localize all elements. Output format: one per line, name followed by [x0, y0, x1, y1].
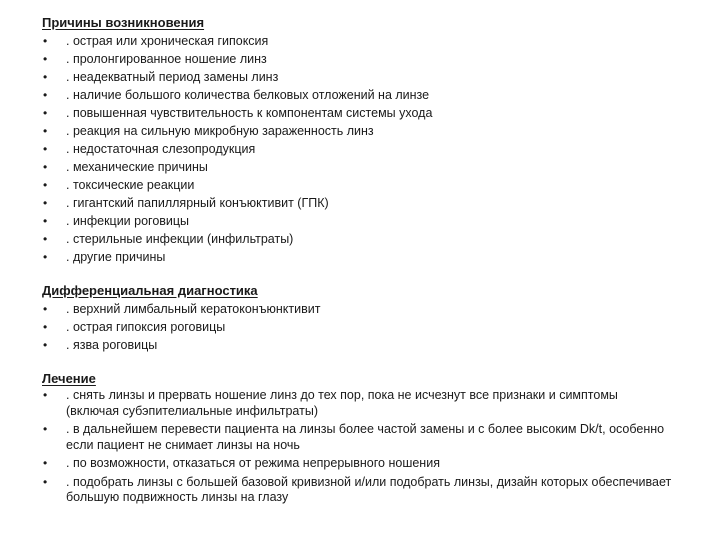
- list-item: [42, 230, 680, 248]
- bullet-icon: •: [43, 302, 48, 316]
- list-item: [42, 475, 680, 506]
- list-item: [42, 212, 680, 230]
- bullet-icon: •: [43, 196, 48, 210]
- list-item: [42, 158, 680, 176]
- diagnosis-list: [42, 300, 680, 354]
- list-item: [42, 456, 680, 472]
- list-item-text: . в дальнейшем перевести пациента на линзы более частой замены и с более высоким Dk/t, особенно если пациент не снимает линзы на ночь: [66, 422, 665, 452]
- causes-list: [42, 32, 680, 266]
- list-item: [42, 300, 680, 318]
- bullet-icon: •: [43, 320, 48, 334]
- list-item-text: . верхний лимбальный кератоконъюнктивит: [66, 302, 321, 316]
- list-item: [42, 336, 680, 354]
- list-item: [42, 86, 680, 104]
- list-item: [42, 140, 680, 158]
- bullet-icon: •: [43, 388, 48, 402]
- list-item: [42, 388, 680, 419]
- list-item: [42, 248, 680, 266]
- bullet-icon: •: [43, 338, 48, 352]
- list-item-text: . механические причины: [66, 160, 208, 174]
- list-item: [42, 194, 680, 212]
- bullet-icon: •: [43, 88, 48, 102]
- list-item-text: . повышенная чувствительность к компонентам системы ухода: [66, 106, 433, 120]
- bullet-icon: •: [43, 70, 48, 84]
- bullet-icon: •: [43, 456, 48, 470]
- diagnosis-heading: Дифференциальная диагностика: [42, 283, 258, 298]
- list-item-text: . недостаточная слезопродукция: [66, 142, 256, 156]
- list-item-text: . инфекции роговицы: [66, 214, 190, 228]
- bullet-icon: •: [43, 106, 48, 120]
- list-item: [42, 422, 680, 453]
- list-item: [42, 32, 680, 50]
- list-item: [42, 122, 680, 140]
- bullet-icon: •: [43, 52, 48, 66]
- list-item-text: . снять линзы и прервать ношение линз до тех пор, пока не исчезнут все признаки и симптомы (включая субэпителиальные инфильтраты): [66, 388, 618, 418]
- list-item: [42, 176, 680, 194]
- list-item: [42, 68, 680, 86]
- list-item: [42, 50, 680, 68]
- list-item-text: . острая или хроническая гипоксия: [66, 34, 269, 48]
- list-item-text: . неадекватный период замены линз: [66, 70, 279, 84]
- bullet-icon: •: [43, 178, 48, 192]
- bullet-icon: •: [43, 34, 48, 48]
- list-item-text: . гигантский папиллярный конъюктивит (ГПК): [66, 196, 329, 210]
- bullet-icon: •: [43, 232, 48, 246]
- list-item-text: . наличие большого количества белковых отложений на линзе: [66, 88, 430, 102]
- causes-heading: Причины возникновения: [42, 15, 205, 30]
- bullet-icon: •: [43, 160, 48, 174]
- bullet-icon: •: [43, 422, 48, 436]
- list-item-text: . язва роговицы: [66, 338, 158, 352]
- list-item: [42, 318, 680, 336]
- treatment-list: [42, 388, 680, 506]
- list-item-text: . токсические реакции: [66, 178, 195, 192]
- list-item-text: . пролонгированное ношение линз: [66, 52, 267, 66]
- bullet-icon: •: [43, 142, 48, 156]
- treatment-section: [42, 370, 680, 506]
- list-item-text: . острая гипоксия роговицы: [66, 320, 226, 334]
- list-item-text: . реакция на сильную микробную зараженность линз: [66, 124, 374, 138]
- bullet-icon: •: [43, 250, 48, 264]
- list-item: [42, 104, 680, 122]
- treatment-heading: Лечение: [42, 371, 96, 386]
- list-item-text: . подобрать линзы с большей базовой кривизной и/или подобрать линзы, дизайн которых обеспечивает большую подвижность линзы на глазу: [66, 474, 672, 504]
- bullet-icon: •: [43, 474, 48, 489]
- bullet-icon: •: [43, 214, 48, 228]
- list-item-text: . стерильные инфекции (инфильтраты): [66, 232, 294, 246]
- diagnosis-section: [42, 282, 680, 354]
- list-item-text: . другие причины: [66, 250, 166, 264]
- causes-section: [42, 14, 680, 266]
- bullet-icon: •: [43, 124, 48, 138]
- list-item-text: . по возможности, отказаться от режима непрерывного ношения: [66, 456, 440, 470]
